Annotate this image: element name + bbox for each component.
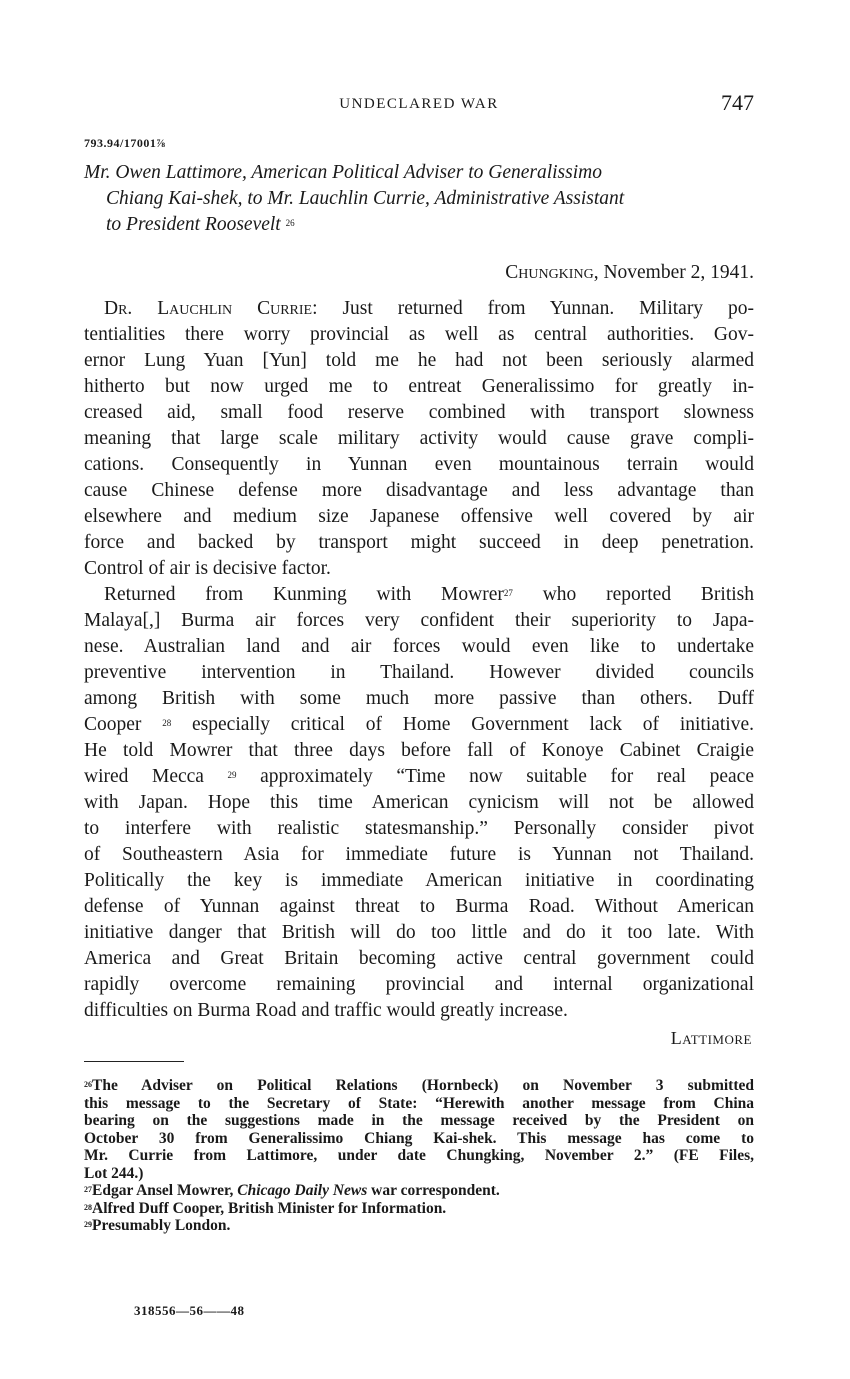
footnote-ref-27: 27: [503, 588, 513, 598]
dateline-date: , November 2, 1941.: [593, 262, 754, 283]
running-head: UNDECLARED WAR: [339, 96, 499, 112]
body-line: ernor Lung Yuan [Yun] told me he had not been seriously alarmed: [84, 350, 754, 371]
dateline: [505, 262, 754, 284]
footnote-marker: 26: [84, 1080, 92, 1089]
document-title: [84, 160, 756, 238]
footnote-line: this message to the Secretary of State: “Herewith another message from China: [84, 1094, 754, 1112]
body-line: nese. Australian land and air forces would even like to undertake: [84, 636, 754, 657]
footnote-ref-29: 29: [227, 770, 237, 780]
footnote-ref-28: 28: [162, 718, 172, 728]
footnote-27: [84, 1182, 754, 1200]
body-line: Politically the key is immediate American initiative in coordinating: [84, 870, 754, 891]
body-text: Cooper: [84, 714, 142, 735]
footnote-marker: 27: [84, 1185, 92, 1194]
message-body: [84, 296, 754, 1024]
document-file-number: 793.94/17001⅞: [84, 136, 166, 150]
footnote-ref-26: 26: [285, 218, 295, 228]
footnotes: [84, 1077, 754, 1235]
body-line: cations. Consequently in Yunnan even mountainous terrain would: [84, 454, 754, 475]
body-text: Returned from Kunming with Mowrer: [104, 584, 504, 605]
page-number: 747: [721, 90, 754, 115]
title-line-3-text: to President Roosevelt: [106, 214, 281, 235]
body-line: cause Chinese defense more disadvantage and less advantage than: [84, 480, 754, 501]
body-line: initiative danger that British will do too little and do it too late. With: [84, 922, 754, 943]
body-text: especially critical of Home Government lack of initiative.: [171, 714, 755, 735]
footnote-29: [84, 1217, 754, 1235]
footnote-marker: 29: [84, 1220, 92, 1229]
body-line: He told Mowrer that three days before fall of Konoye Cabinet Craigie: [84, 740, 754, 761]
body-line: creased aid, small food reserve combined with transport slowness: [84, 402, 754, 423]
footnote-marker: 28: [84, 1202, 92, 1212]
body-line: elsewhere and medium size Japanese offensive well covered by air: [84, 506, 754, 527]
body-line: [84, 296, 754, 322]
footnote-text: Alfred Duff Cooper, British Minister for Information.: [92, 1199, 447, 1217]
body-line: [84, 712, 754, 738]
body-text: who reported British: [512, 584, 754, 605]
footnote-line: bearing on the suggestions made in the message received by the President on: [84, 1112, 754, 1129]
footnote-28: [84, 1200, 754, 1218]
body-text: : Just returned from Yunnan. Military po-: [312, 298, 754, 319]
body-line: force and backed by transport might succeed in deep penetration.: [84, 532, 754, 553]
body-line: preventive intervention in Thailand. However divided councils: [84, 662, 754, 683]
body-line: Malaya[,] Burma air forces very confident their superiority to Japa-: [84, 610, 754, 631]
body-line: of Southeastern Asia for immediate future is Yunnan not Thailand.: [84, 844, 754, 865]
body-line: with Japan. Hope this time American cynicism will not be allowed: [84, 792, 754, 813]
body-line: to interfere with realistic statesmanship.” Personally consider pivot: [84, 818, 754, 839]
footnote-26: [84, 1077, 754, 1095]
body-line: difficulties on Burma Road and traffic would greatly increase.: [84, 1000, 568, 1021]
body-text: wired Mecca: [84, 766, 204, 787]
body-line: America and Great Britain becoming active central government could: [84, 948, 754, 969]
body-line: hitherto but now urged me to entreat Generalissimo for greatly in-: [84, 376, 754, 397]
body-line: tentialities there worry provincial as well as central authorities. Gov-: [84, 324, 754, 345]
body-text: approximately “Time now suitable for real peace: [236, 766, 754, 787]
title-line-3: [84, 212, 756, 238]
footnote-text: The Adviser on Political Relations (Hornbeck) on November 3 submitted: [92, 1077, 754, 1094]
signature: Lattimore: [670, 1028, 752, 1048]
page-header: [84, 90, 754, 122]
body-line: [84, 764, 754, 790]
body-line: defense of Yunnan against threat to Burma Road. Without American: [84, 896, 754, 917]
footnote-divider: [84, 1061, 184, 1062]
footnote-text: Edgar Ansel Mowrer,: [92, 1182, 238, 1199]
footnote-line: Mr. Currie from Lattimore, under date Chungking, November 2.” (FE Files,: [84, 1147, 754, 1164]
title-line-2: Chiang Kai-shek, to Mr. Lauchlin Currie, Administrative Assistant: [106, 188, 625, 209]
title-line-1: Mr. Owen Lattimore, American Political Adviser to Generalissimo: [84, 162, 602, 183]
newspaper-title: Chicago Daily News: [237, 1182, 368, 1199]
footnote-text: Presumably London.: [92, 1217, 231, 1234]
body-line: among British with some much more passive than others. Duff: [84, 688, 754, 709]
dateline-place: Chungking: [505, 262, 594, 283]
printer-imprint: 318556—56——48: [134, 1303, 245, 1318]
footnote-line: October 30 from Generalissimo Chiang Kai-shek. This message has come to: [84, 1129, 754, 1147]
body-line: Control of air is decisive factor.: [84, 558, 331, 579]
body-line: meaning that large scale military activity would cause grave compli-: [84, 428, 754, 449]
footnote-line: Lot 244.): [84, 1164, 144, 1182]
body-line: [84, 582, 754, 608]
body-line: rapidly overcome remaining provincial and internal organizational: [84, 974, 754, 995]
salutation: Dr. Lauchlin Currie: [104, 298, 313, 319]
footnote-text: war correspondent.: [367, 1182, 500, 1199]
